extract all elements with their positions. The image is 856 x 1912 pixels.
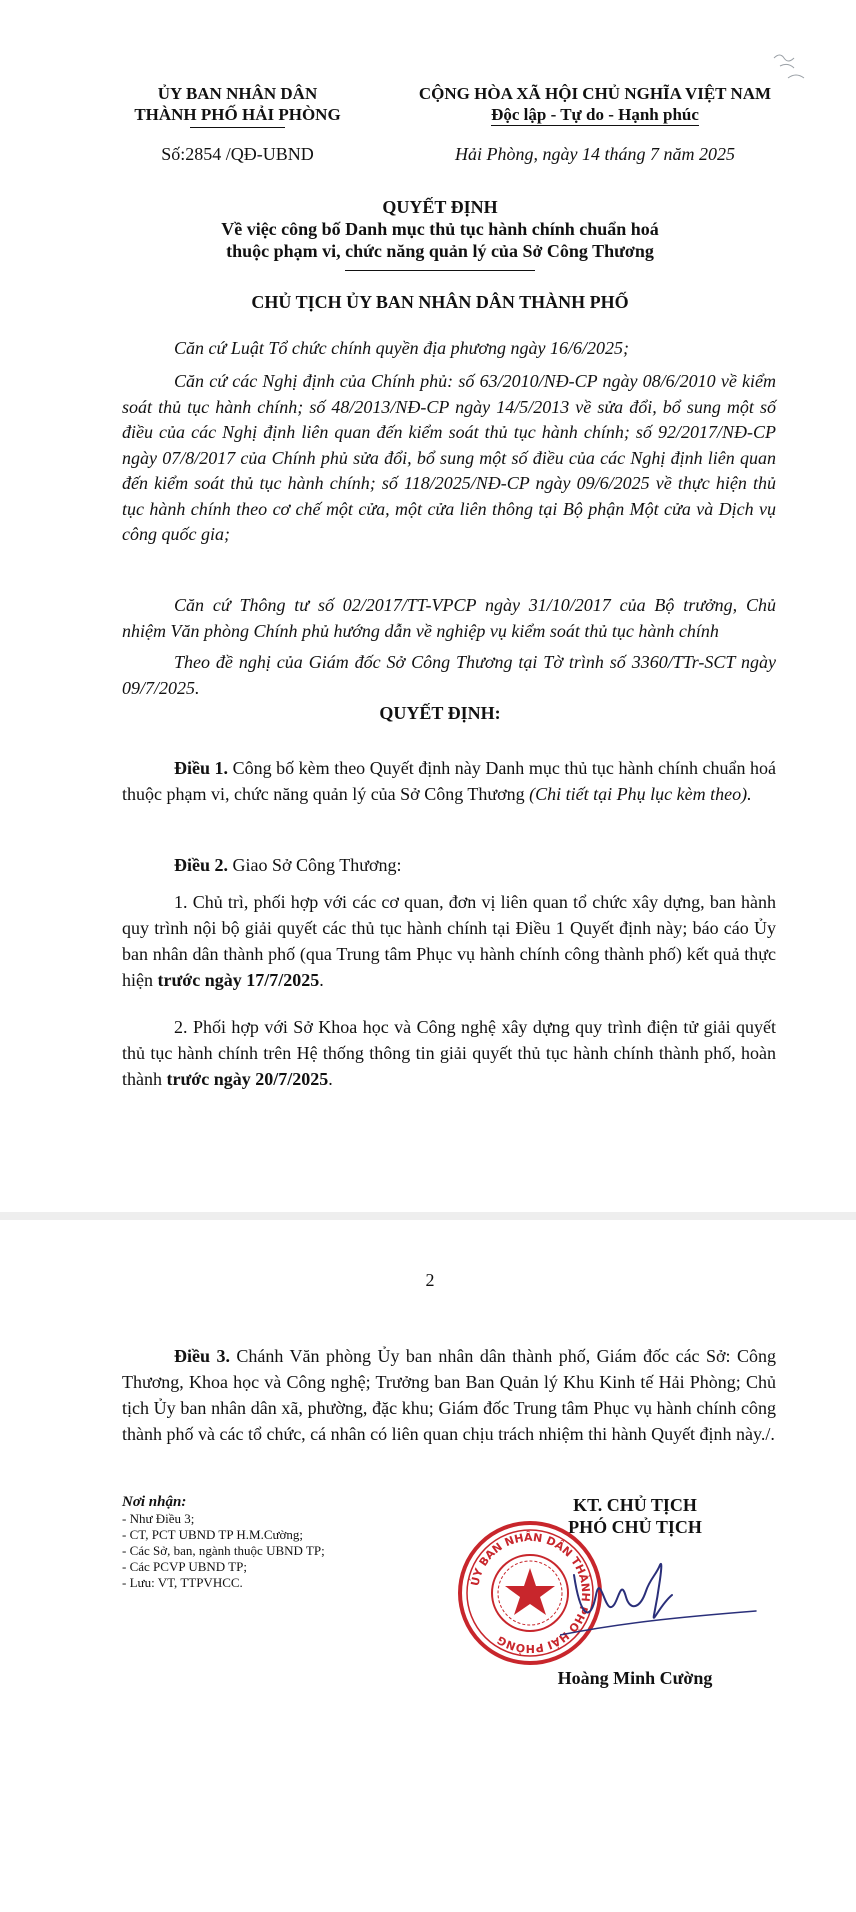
item-1-text: 1. Chủ trì, phối hợp với các cơ quan, đơn vị liên quan tổ chức xây dựng, ban hành quy trình nội bộ giải quyết các thủ tục hành chính tại Điều 1 Quyết định này; báo cáo Ủy ban nhân dân thành phố (qua Trung tâm Phục vụ hành chính công thành phố) kết quả thực hiện	[122, 892, 776, 990]
doc-number: Số:2854 /QĐ-UBND	[161, 144, 314, 164]
basis-4: Theo đề nghị của Giám đốc Sở Công Thương tại Tờ trình số 3360/TTr-SCT ngày 09/7/2025.	[122, 652, 776, 698]
signer-role2: PHÓ CHỦ TỊCH	[568, 1517, 702, 1537]
decision-heading: QUYẾT ĐỊNH:	[379, 703, 501, 723]
item-2-text: 2. Phối hợp với Sở Khoa học và Công nghệ xây dựng quy trình điện tử giải quyết thủ tục hành chính trên Hệ thống thông tin giải quyết thủ tục hành chính thành phố, hoàn thành	[122, 1017, 776, 1089]
item-1-deadline: trước ngày 17/7/2025	[157, 970, 320, 990]
date-line: Hải Phòng, ngày 14 tháng 7 năm 2025	[455, 144, 735, 164]
doc-title-block	[160, 196, 720, 262]
authority-underline	[190, 127, 285, 128]
signer-name: Hoàng Minh Cường	[557, 1668, 713, 1688]
article-1-italic: (Chi tiết tại Phụ lục kèm theo).	[529, 784, 752, 804]
item-2-deadline: trước ngày 20/7/2025	[166, 1069, 329, 1089]
article-1-label: Điều 1.	[174, 758, 229, 778]
seal-ring-text: ỦY BAN NHÂN DÂN THÀNH PHỐ HẢI PHÒNG	[468, 1530, 593, 1656]
article-2-text: Giao Sở Công Thương:	[228, 855, 402, 875]
article-3-label: Điều 3.	[174, 1346, 230, 1366]
authority-header	[105, 83, 370, 125]
recipient-5: - Lưu: VT, TTPVHCC.	[122, 1575, 243, 1590]
article-1	[122, 755, 776, 807]
basis-3: Căn cứ Thông tư số 02/2017/TT-VPCP ngày 31/10/2017 của Bộ trưởng, Chủ nhiệm Văn phòng Chính phủ hướng dẫn về nghiệp vụ kiểm soát thủ tục hành chính	[122, 595, 776, 641]
item-2-end: .	[328, 1069, 333, 1089]
nation-line2: Độc lập - Tự do - Hạnh phúc	[491, 105, 699, 124]
title-underline	[345, 270, 535, 271]
recipient-3: - Các Sở, ban, ngành thuộc UBND TP;	[122, 1543, 325, 1558]
recipient-1: - Như Điều 3;	[122, 1511, 195, 1526]
basis-2: Căn cứ các Nghị định của Chính phủ: số 63/2010/NĐ-CP ngày 08/6/2010 về kiểm soát thủ tục hành chính; số 48/2013/NĐ-CP ngày 14/5/2013 về sửa đổi, bổ sung một số điều của các Nghị định liên quan đến kiểm soát thủ tục hành chính; số 92/2017/NĐ-CP ngày 07/8/2017 của Chính phủ sửa đổi, bổ sung một số điều của các Nghị định liên quan đến kiểm soát thủ tục hành chính; số 118/2025/NĐ-CP ngày 09/6/2025 về thực hiện thủ tục hành chính theo cơ chế một cửa, một cửa liên thông tại Bộ phận Một cửa và Dịch vụ công quốc gia;	[122, 371, 776, 544]
basis-1: Căn cứ Luật Tổ chức chính quyền địa phương ngày 16/6/2025;	[174, 338, 630, 358]
recipient-2: - CT, PCT UBND TP H.M.Cường;	[122, 1527, 304, 1542]
nation-line1: CỘNG HÒA XÃ HỘI CHỦ NGHĨA VIỆT NAM	[418, 84, 772, 103]
recipient-4: - Các PCVP UBND TP;	[122, 1559, 247, 1574]
page-separator	[0, 1212, 856, 1220]
subject-line2: thuộc phạm vi, chức năng quản lý của Sở Công Thương	[226, 241, 654, 261]
article-1-text: Công bố kèm theo Quyết định này Danh mục thủ tục hành chính chuẩn hoá thuộc phạm vi, chức năng quản lý của Sở Công Thương	[122, 758, 777, 804]
page-number: 2	[425, 1270, 435, 1290]
initials-mark	[768, 50, 816, 86]
article-2-label: Điều 2.	[174, 855, 228, 875]
item-1-end: .	[319, 970, 324, 990]
signature	[560, 1535, 760, 1645]
article-2	[122, 852, 776, 878]
authority-line1: ỦY BAN NHÂN DÂN	[157, 84, 318, 103]
article-2-item-2	[122, 1014, 776, 1092]
signer-role1: KT. CHỦ TỊCH	[573, 1495, 697, 1515]
subject-line1: Về việc công bố Danh mục thủ tục hành chính chuẩn hoá	[221, 219, 659, 239]
doc-type: QUYẾT ĐỊNH	[382, 197, 498, 217]
issuer: CHỦ TỊCH ỦY BAN NHÂN DÂN THÀNH PHỐ	[251, 292, 629, 312]
authority-line2: THÀNH PHỐ HẢI PHÒNG	[134, 105, 341, 124]
article-3	[122, 1343, 776, 1447]
recipients-block	[122, 1493, 422, 1591]
article-3-text: Chánh Văn phòng Ủy ban nhân dân thành phố, Giám đốc các Sở: Công Thương, Khoa học và Công nghệ; Trưởng ban Ban Quản lý Khu Kinh tế Hải Phòng; Chủ tịch Ủy ban nhân dân xã, phường, đặc khu; Giám đốc Trung tâm Phục vụ hành chính công thành phố và các tổ chức, cá nhân có liên quan chịu trách nhiệm thi hành Quyết định này./.	[122, 1346, 776, 1444]
article-2-item-1	[122, 889, 776, 993]
seal-star-icon	[505, 1568, 555, 1615]
nation-header	[385, 83, 805, 126]
recipients-title: Nơi nhận:	[122, 1494, 187, 1510]
